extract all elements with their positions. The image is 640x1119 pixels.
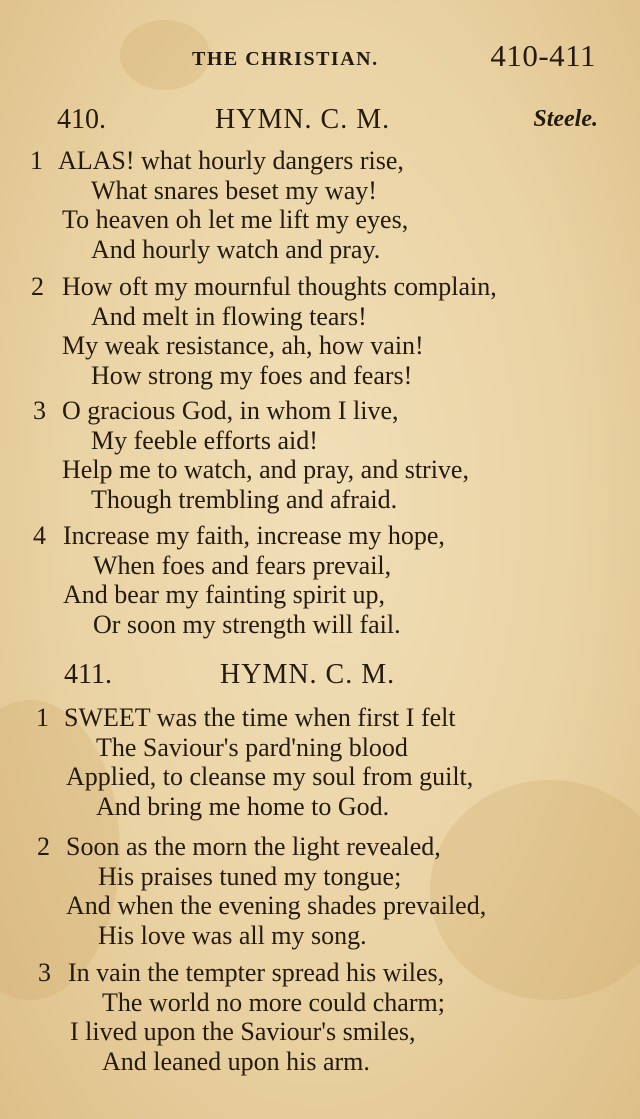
stanza-number: 3 bbox=[38, 958, 51, 987]
verse-line: And melt in flowing tears! bbox=[91, 302, 367, 331]
hymn-title: HYMN. C. M. bbox=[220, 659, 396, 690]
stanza-number: 3 bbox=[33, 396, 46, 425]
verse-line: And when the evening shades prevailed, bbox=[66, 891, 487, 920]
verse-line: Applied, to cleanse my soul from guilt, bbox=[66, 762, 474, 791]
hymn-heading bbox=[0, 104, 640, 140]
hymn-author: Steele. bbox=[533, 106, 598, 132]
verse-line: The world no more could charm; bbox=[102, 988, 445, 1017]
verse-line: To heaven oh let me lift my eyes, bbox=[62, 205, 409, 234]
verse-line: How oft my mournful thoughts complain, bbox=[62, 272, 497, 301]
stanza-number: 2 bbox=[31, 272, 44, 301]
verse-line: And bear my fainting spirit up, bbox=[63, 580, 386, 609]
verse-line: How strong my foes and fears! bbox=[91, 361, 413, 390]
verse-line: O gracious God, in whom I live, bbox=[62, 396, 399, 425]
verse-line: And leaned upon his arm. bbox=[102, 1047, 370, 1076]
stanza-number: 2 bbox=[37, 832, 50, 861]
running-head-title: THE CHRISTIAN. bbox=[192, 48, 379, 70]
verse-line: And bring me home to God. bbox=[96, 792, 390, 821]
stanza-number: 4 bbox=[33, 521, 46, 550]
running-head bbox=[0, 36, 600, 76]
verse-line: I lived upon the Saviour's smiles, bbox=[70, 1017, 416, 1046]
stanza-number: 1 bbox=[30, 146, 43, 175]
verse-line: In vain the tempter spread his wiles, bbox=[68, 958, 445, 987]
hymn-heading bbox=[0, 659, 640, 695]
hymn-number: 410. bbox=[57, 104, 106, 135]
page-numbers: 410-411 bbox=[490, 38, 596, 73]
verse-line: Or soon my strength will fail. bbox=[93, 610, 401, 639]
verse-line: SWEET was the time when first I felt bbox=[64, 703, 456, 732]
verse-line: Though trembling and afraid. bbox=[91, 485, 398, 514]
hymn-title: HYMN. C. M. bbox=[215, 104, 391, 135]
verse-line: My weak resistance, ah, how vain! bbox=[62, 331, 424, 360]
verse-line: The Saviour's pard'ning blood bbox=[96, 733, 408, 762]
verse-line: My feeble efforts aid! bbox=[91, 426, 318, 455]
verse-line: His praises tuned my tongue; bbox=[98, 862, 402, 891]
verse-line: And hourly watch and pray. bbox=[91, 235, 381, 264]
hymn-number: 411. bbox=[64, 659, 112, 690]
verse-line: His love was all my song. bbox=[98, 921, 367, 950]
verse-line: When foes and fears prevail, bbox=[93, 551, 392, 580]
verse-line: Soon as the morn the light revealed, bbox=[66, 832, 441, 861]
verse-line: Help me to watch, and pray, and strive, bbox=[62, 455, 469, 484]
verse-line: ALAS! what hourly dangers rise, bbox=[58, 146, 404, 175]
verse-line: Increase my faith, increase my hope, bbox=[63, 521, 445, 550]
verse-line: What snares beset my way! bbox=[91, 176, 377, 205]
stanza-number: 1 bbox=[36, 703, 49, 732]
